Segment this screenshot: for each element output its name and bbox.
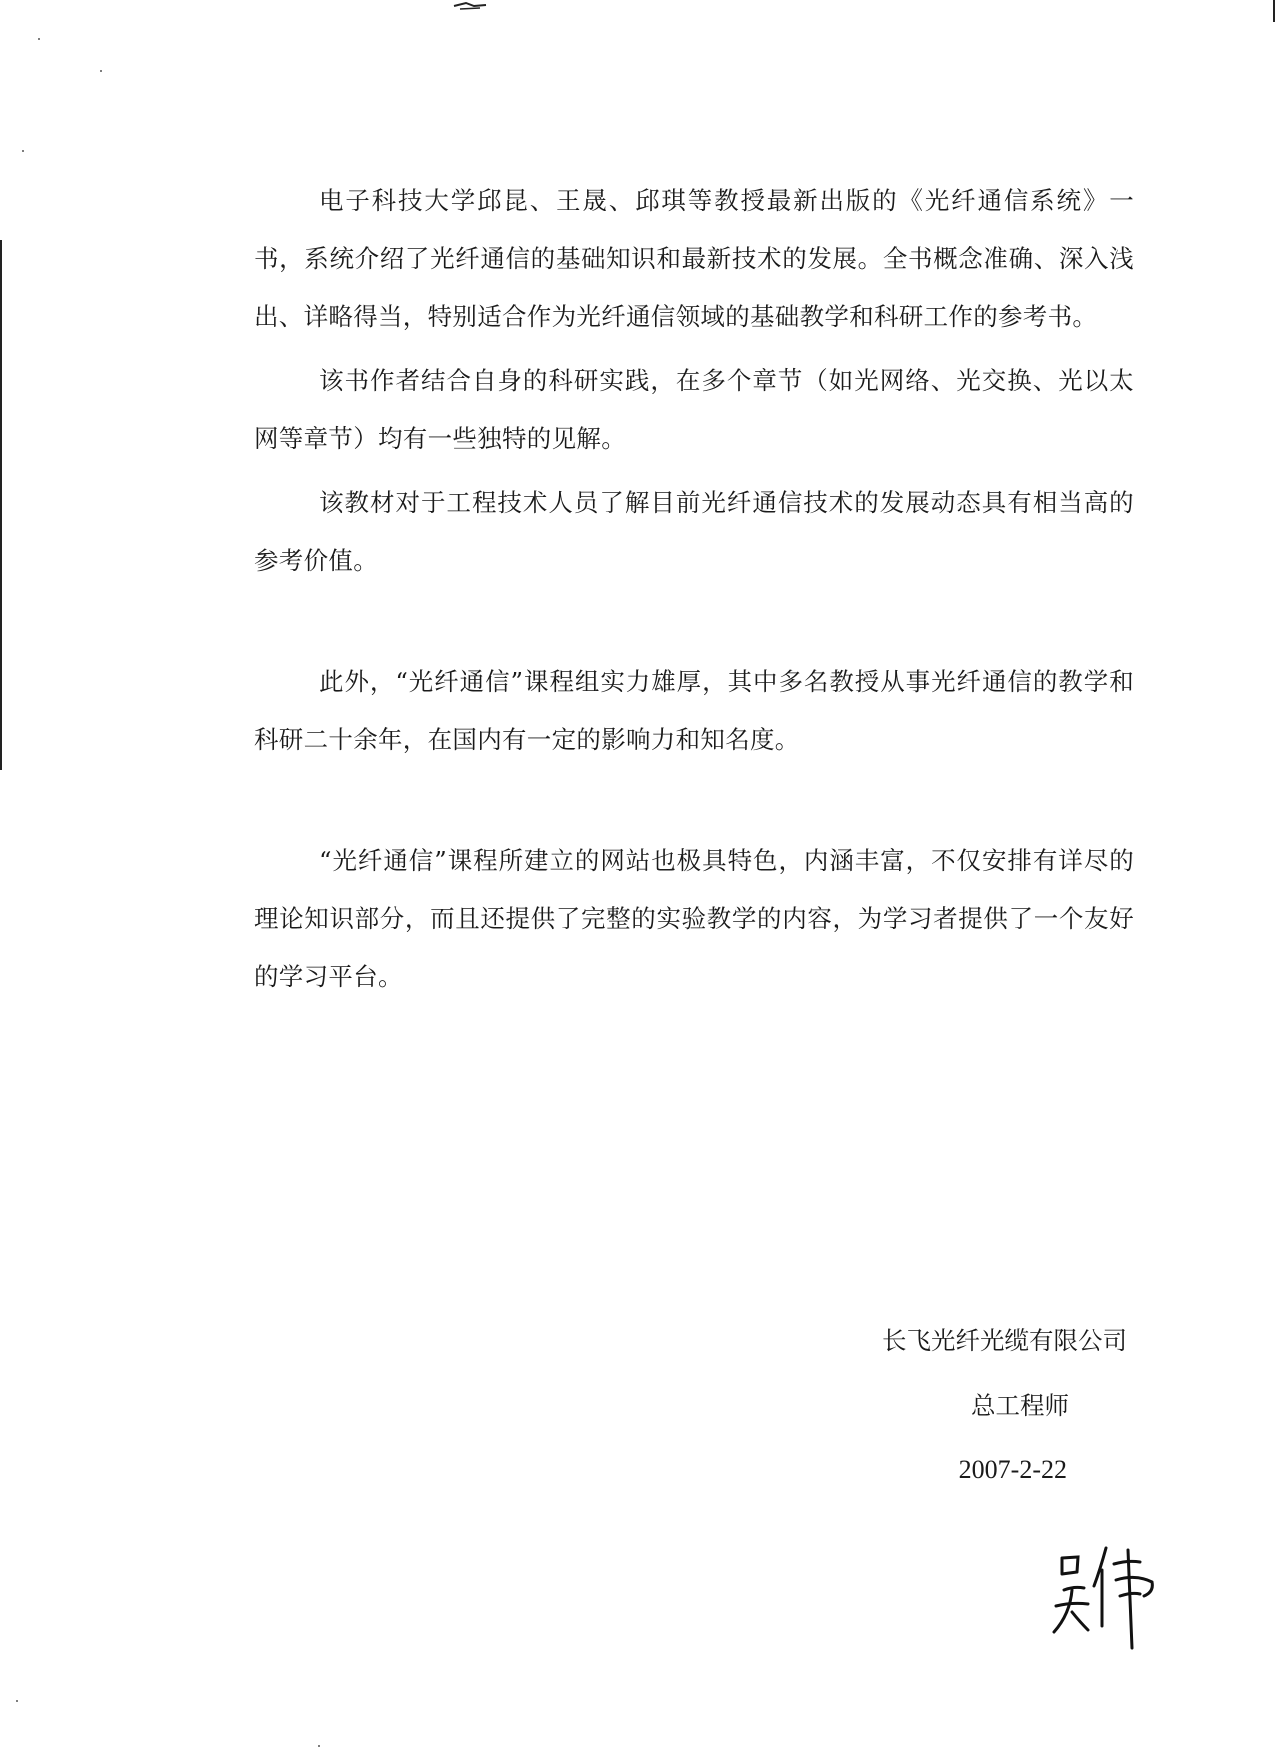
paragraph-book-intro: 电子科技大学邱昆、王晟、邱琪等教授最新出版的《光纤通信系统》一书，系统介绍了光纤通信的基础知识和最新技术的发展。全书概念准确、深入浅出、详略得当，特别适合作为光纤通信领域的基础教学和科研工作的参考书。 — [254, 186, 1134, 331]
scan-speck — [100, 70, 102, 72]
paragraph-author-insights: 该书作者结合自身的科研实践，在多个章节（如光网络、光交换、光以太网等章节）均有一些独特的见解。 — [254, 366, 1134, 453]
scan-speck — [16, 1700, 18, 1702]
handwritten-signature — [1040, 1530, 1180, 1660]
scan-edge-left — [0, 240, 2, 770]
letter-date: 2007-2-22 — [958, 1455, 1067, 1484]
scan-mark-top — [452, 0, 488, 10]
scan-speck — [38, 38, 40, 40]
letter-body — [254, 172, 1134, 1006]
scan-speck — [318, 1745, 320, 1747]
scan-speck — [22, 150, 24, 152]
company-name: 长飞光纤光缆有限公司 — [882, 1326, 1127, 1355]
paragraph-course-team: 此外，“光纤通信”课程组实力雄厚，其中多名教授从事光纤通信的教学和科研二十余年，在国内有一定的影响力和知名度。 — [254, 667, 1134, 754]
signer-title: 总工程师 — [971, 1391, 1069, 1420]
paragraph-course-website: “光纤通信”课程所建立的网站也极具特色，内涵丰富，不仅安排有详尽的理论知识部分，而且还提供了完整的实验教学的内容，为学习者提供了一个友好的学习平台。 — [254, 846, 1134, 991]
paragraph-reference-value: 该教材对于工程技术人员了解目前光纤通信技术的发展动态具有相当高的参考价值。 — [254, 488, 1134, 575]
